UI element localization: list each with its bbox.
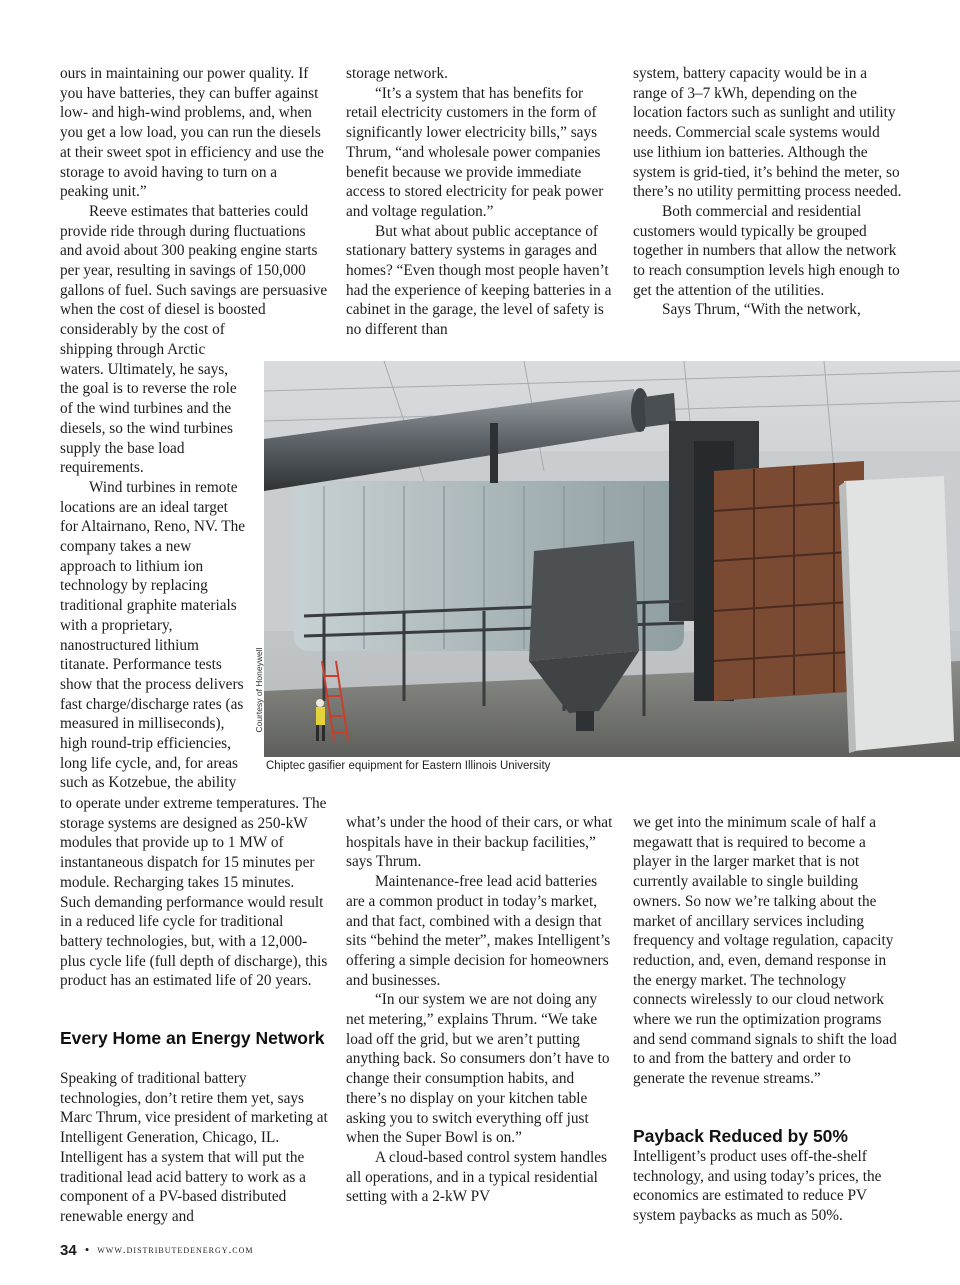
footer-bullet: • <box>84 1242 90 1257</box>
column-1-bottom <box>60 1069 328 1227</box>
paragraph: we get into the minimum scale of half a megawatt that is required to become a player in the larger market that is not currently available to single building owners. So now we’re talking about the market of ancillary services including frequency and voltage regulation, capacity reduction, and, even, demand response in the energy market. The technology connects wirelessly to our cloud network where we run the optimization programs and send command signals to shift the load to and from the battery and order to generate the revenue streams.” <box>633 814 897 1088</box>
photo-caption: Chiptec gasifier equipment for Eastern Illinois University <box>266 760 551 772</box>
paragraph: shipping through Arctic waters. Ultimately, he says, the goal is to reverse the role of the wind turbines and the diesels, so the wind turbines supply the base load requirements. <box>60 341 237 477</box>
page-number: 34 <box>60 1241 77 1259</box>
column-3-bottom <box>633 813 903 1089</box>
column-2-bottom <box>346 813 614 1207</box>
paragraph: storage network. <box>346 65 448 82</box>
paragraph: Both commercial and residential customers would typically be grouped together in numbers that allow the network to reach consumption levels high enough to get the attention of the utilities. <box>633 202 900 299</box>
gasifier-photo <box>264 361 960 757</box>
column-3-final <box>633 1147 903 1226</box>
column-1-top <box>60 64 328 340</box>
column-1-wrap <box>60 340 248 793</box>
column-3-top <box>633 64 903 320</box>
paragraph: Wind turbines in remote locations are an ideal target for Altairnano, Reno, NV. The company takes a new approach to lithium ion technology by replacing traditional graphite materials with a proprietary, nanostructured lithium titanate. Performance tests show that the process delivers fast charge/discharge rates (as measured in milliseconds), high round-trip efficiencies, long life cycle, and, for areas such as Kotzebue, the ability <box>60 478 246 792</box>
photo-credit-text: Courtesy of Honeywell <box>254 647 264 733</box>
paragraph: “It’s a system that has benefits for retail electricity customers in the form of significantly lower electricity bills,” says Thrum, “and wholesale power companies benefit because we provide immediate access to stored electricity for peak power and voltage regulation.” <box>346 84 604 220</box>
paragraph: Maintenance-free lead acid batteries are a common product in today’s market, and that fact, combined with a design that sits “behind the meter”, makes Intelligent’s offering a simple decision for homeowners and businesses. <box>346 873 611 989</box>
paragraph: A cloud-based control system handles all operations, and in a typical residential setting with a 2-kW PV <box>346 1148 607 1206</box>
section-heading-every-home: Every Home an Energy Network <box>60 1028 325 1048</box>
paragraph: Intelligent’s product uses off-the-shelf technology, and using today’s prices, the economics are estimated to reduce PV system paybacks as much as 50%. <box>633 1148 882 1225</box>
paragraph: Reeve estimates that batteries could provide ride through during fluctuations and avoid about 300 peaking engine starts per year, resulting in savings of 150,000 gallons of fuel. Such savings are persuasive when the cost of diesel is boosted considerably by the cost of <box>60 202 328 339</box>
paragraph: system, battery capacity would be in a range of 3–7 kWh, depending on the location factors such as sunlight and utility needs. Commercial scale systems would use lithium ion batteries. Although the system is grid-tied, it’s behind the meter, so there’s no utility permitting process needed. <box>633 65 902 201</box>
column-1-lower <box>60 794 328 991</box>
footer-website: www.distributedenergy.com <box>97 1244 254 1256</box>
paragraph: “In our system we are not doing any net metering,” explains Thrum. “We take load off the grid, but we aren’t putting anything back. So consumers don’t have to change their consumption habits, and there’s no display on your kitchen table asking you to switch everything off just when the Super Bowl is on.” <box>346 991 610 1147</box>
paragraph: to operate under extreme temperatures. The storage systems are designed as 250-kW modules that provide up to 1 MW of instantaneous dispatch for 15 minutes per module. Recharging takes 15 minutes. Such demanding performance would result in a reduced life cycle for traditional battery technologies, but, with a 12,000-plus cycle life (full depth of discharge), this product has an estimated life of 20 years. <box>60 795 328 990</box>
page-footer <box>60 1240 460 1260</box>
paragraph: ours in maintaining our power quality. If you have batteries, they can buffer against low- and high-wind problems, and, when you get a low load, you can run the diesels at their sweet spot in efficiency and use the storage to avoid having to turn on a peaking unit.” <box>60 65 324 201</box>
paragraph: But what about public acceptance of stationary battery systems in garages and homes? “Even though most people haven’t had the experience of keeping batteries in a cabinet in the garage, the level of safety is no different than <box>346 222 612 339</box>
photo-credit <box>254 647 264 855</box>
column-2-top <box>346 64 614 340</box>
gasifier-illustration <box>264 361 960 757</box>
paragraph: Says Thrum, “With the network, <box>662 301 861 319</box>
paragraph: Speaking of traditional battery technologies, don’t retire them yet, says Marc Thrum, vice president of marketing at Intelligent Generation, Chicago, IL. Intelligent has a system that will put the traditional lead acid battery to work as a component of a PV-based distributed renewable energy and <box>60 1070 328 1225</box>
paragraph: what’s under the hood of their cars, or what hospitals have in their backup facilities,” says Thrum. <box>346 814 613 871</box>
section-heading-payback: Payback Reduced by 50% <box>633 1126 848 1146</box>
